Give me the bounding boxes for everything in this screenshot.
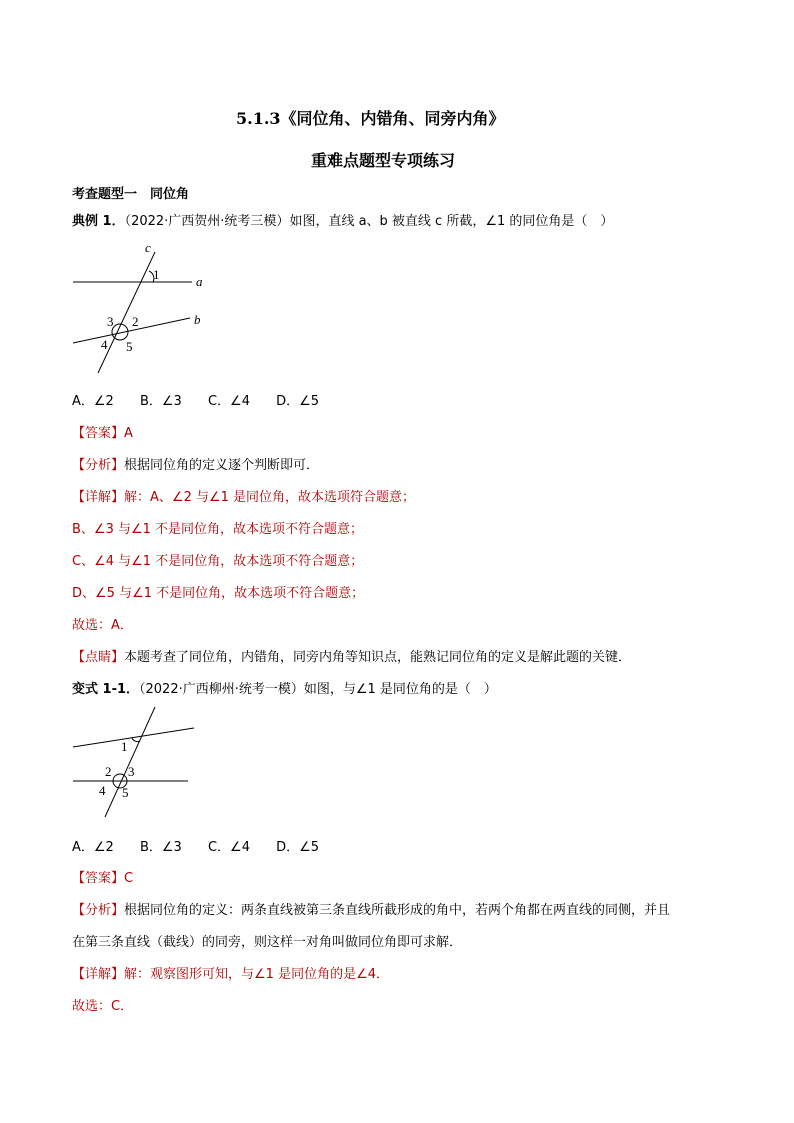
angle-1-arc (132, 738, 140, 742)
choice-b[interactable]: B．∠3 (139, 840, 182, 855)
example1-conclusion: 故选：A． (72, 618, 133, 633)
example1-comment (72, 646, 631, 665)
answer-tag: 【答案】 (72, 426, 125, 441)
choice-b[interactable]: B．∠3 (139, 394, 182, 409)
label-a: a (196, 274, 203, 289)
section-heading: 考查题型一 同位角 (72, 187, 190, 202)
variant1-analysis-cont: 在第三条直线（截线）的同旁，则这样一对角叫做同位角即可求解． (72, 935, 463, 950)
variant1-label: 变式 1-1． (72, 682, 140, 697)
label-angle-1: 1 (121, 739, 128, 754)
upper-line (73, 728, 194, 747)
choice-d[interactable]: D．∠5 (276, 394, 320, 409)
detail-line-c: C、∠4 与∠1 不是同位角，故本选项不符合题意； (72, 554, 364, 569)
variant1-conclusion: 故选：C． (72, 999, 134, 1014)
example1-choices (72, 390, 341, 409)
detail-tag: 【详解】 (72, 967, 125, 982)
variant1-source: （2022·广西柳州·统考一模） (139, 682, 304, 697)
label-angle-3: 3 (128, 764, 135, 779)
detail-line-d: D、∠5 与∠1 不是同位角，故本选项不符合题意； (72, 586, 365, 601)
detail-text: 解：观察图形可知，与∠1 是同位角的是∠4． (124, 967, 389, 982)
detail-line-b: B、∠3 与∠1 不是同位角，故本选项不符合题意； (72, 522, 364, 537)
variant1-choices (72, 836, 341, 855)
line-c (98, 252, 155, 373)
analysis-tag: 【分析】 (72, 458, 125, 473)
variant1-figure (70, 705, 200, 820)
label-c: c (145, 240, 151, 255)
label-angle-5: 5 (126, 339, 133, 354)
answer-value: C (124, 871, 134, 886)
example1-detail (72, 486, 415, 505)
answer-value: A (124, 426, 133, 441)
variant1-answer (72, 867, 133, 886)
detail-text: 解：A、∠2 与∠1 是同位角，故本选项符合题意； (124, 490, 416, 505)
answer-tag: 【答案】 (72, 871, 125, 886)
variant1-analysis (72, 899, 670, 918)
label-angle-4: 4 (101, 337, 108, 352)
example1-label: 典例 1． (72, 214, 125, 229)
variant1-detail (72, 963, 389, 982)
example1-source: （2022·广西贺州·统考三模） (124, 214, 290, 229)
choice-d[interactable]: D．∠5 (276, 840, 320, 855)
example1-answer (72, 422, 133, 441)
label-angle-5: 5 (122, 785, 129, 800)
choice-c[interactable]: C．∠4 (207, 840, 250, 855)
analysis-text: 根据同位角的定义：两条直线被第三条直线所截形成的角中，若两个角都在两直线的同侧，并且 (124, 903, 671, 918)
label-angle-2: 2 (132, 314, 139, 329)
analysis-tag: 【分析】 (72, 903, 125, 918)
choice-a[interactable]: A．∠2 (72, 394, 114, 409)
page-title: 5.1.3《同位角、内错角、同旁内角》 (236, 109, 505, 128)
choice-a[interactable]: A．∠2 (72, 840, 114, 855)
example1-text: 如图，直线 a、b 被直线 c 所截，∠1 的同位角是（ ） (289, 214, 614, 229)
comment-text: 本题考查了同位角，内错角，同旁内角等知识点，能熟记同位角的定义是解此题的关键． (124, 650, 632, 665)
analysis-text: 根据同位角的定义逐个判断即可． (124, 458, 320, 473)
transversal (105, 707, 155, 817)
choice-c[interactable]: C．∠4 (207, 394, 250, 409)
example1-question (72, 210, 613, 229)
variant1-question (72, 678, 497, 697)
example1-analysis (72, 454, 319, 473)
label-angle-1: 1 (153, 267, 160, 282)
detail-tag: 【详解】 (72, 490, 125, 505)
label-b: b (194, 312, 201, 327)
label-angle-4: 4 (99, 783, 106, 798)
label-angle-3: 3 (107, 314, 114, 329)
variant1-text: 如图，与∠1 是同位角的是（ ） (303, 682, 497, 697)
label-angle-2: 2 (105, 764, 112, 779)
page-subtitle: 重难点题型专项练习 (311, 151, 456, 170)
comment-tag: 【点睛】 (72, 650, 125, 665)
example1-figure (70, 240, 220, 380)
